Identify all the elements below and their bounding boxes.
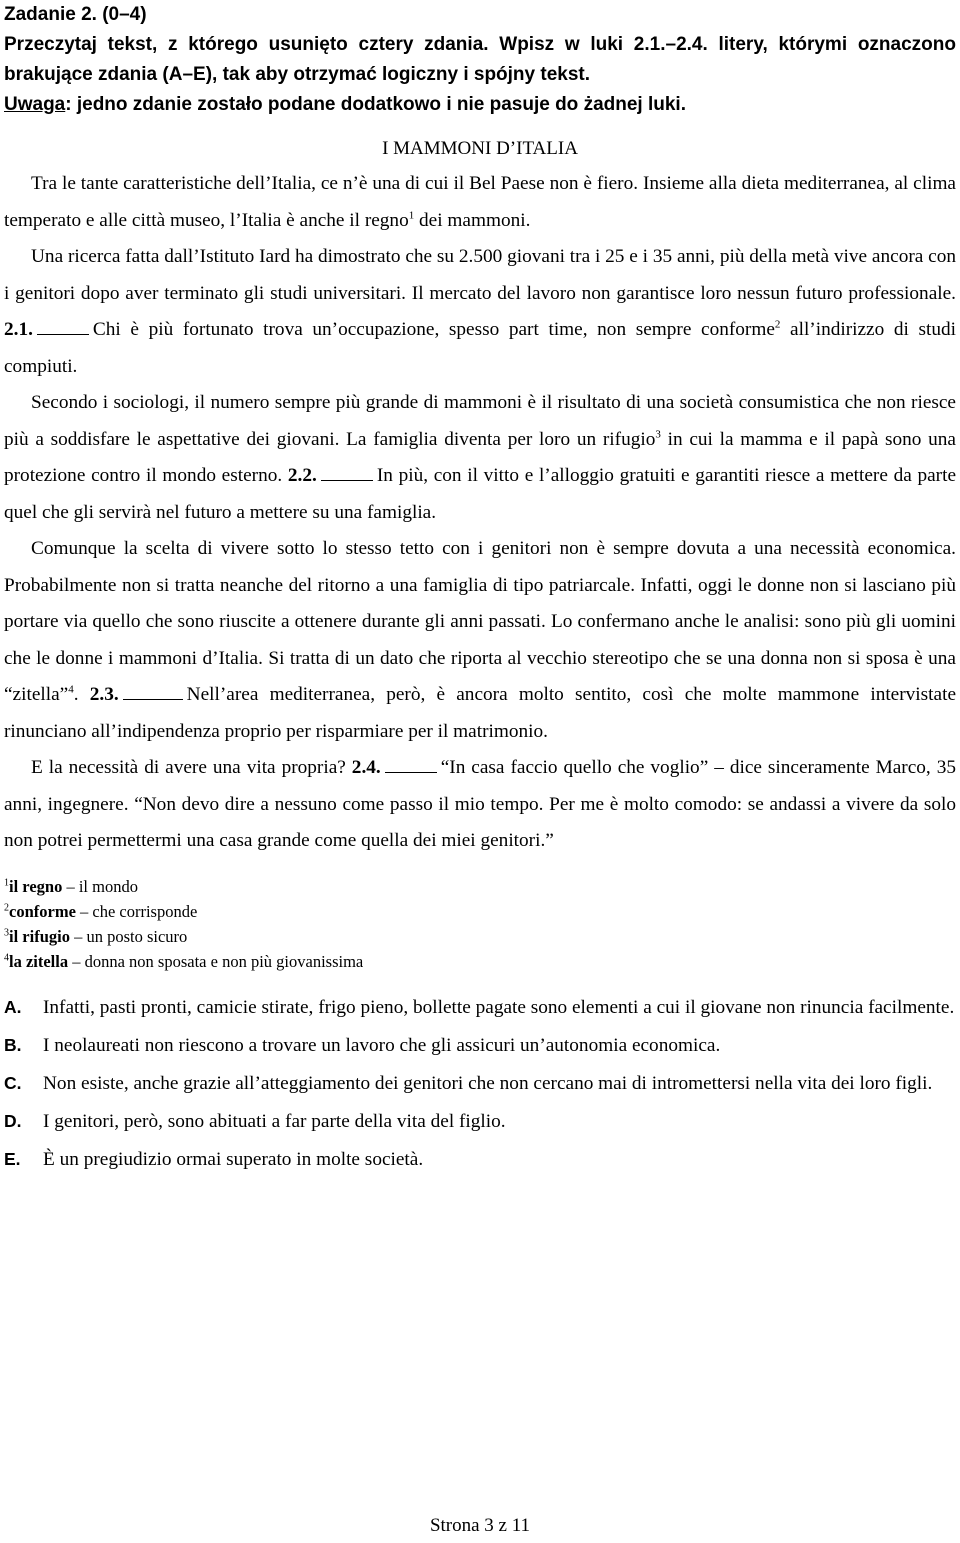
footnote-definition: – donna non sposata e non più giovanissima bbox=[68, 951, 364, 971]
option-text: I genitori, però, sono abituati a far parte della vita del figlio. bbox=[43, 1110, 506, 1132]
footnote-term: il rifugio bbox=[9, 926, 70, 946]
option-letter: B. bbox=[4, 1034, 22, 1055]
option-text: I neolaureati non riescono a trovare un lavoro che gli assicuri un’autonomia economica. bbox=[43, 1034, 721, 1056]
text: Nell’area mediterranea, però, è ancora molto sentito, così che molte mammone intervistate rinunciano all’indipendenza proprio per risparmiare per il matrimonio. bbox=[4, 684, 956, 742]
footnote-number: 3 bbox=[4, 927, 9, 938]
task-title: Zadanie 2. (0–4) bbox=[4, 4, 147, 25]
text: Comunque la scelta di vivere sotto lo stesso tetto con i genitori non è sempre dovuta a una necessità economica. Probabilmente non si tratta neanche del ritorno a una famiglia di tipo patriarcale. Infatti, oggi le donne non si lasciano più portare via quello che sono riuscite a ottenere durante gli anni passati. Lo confermano anche le analisi: sono più gli uomini che le donne i mammoni d’Italia. Si tratta di un dato che riporta al vecchio stereotipo che se una donna non si sposa è una “zitella” bbox=[4, 538, 956, 705]
task-header bbox=[4, 0, 956, 120]
note-label: Uwaga bbox=[4, 94, 66, 115]
text: E la necessità di avere una vita propria? bbox=[31, 757, 346, 778]
option-d bbox=[4, 1104, 956, 1139]
footnote-ref: 4 bbox=[68, 683, 74, 696]
answer-options bbox=[4, 990, 956, 1177]
gap-label-2-2: 2.2. bbox=[287, 465, 317, 486]
gap-blank-2-1[interactable] bbox=[37, 320, 89, 335]
gap-label-2-4: 2.4. bbox=[351, 757, 381, 778]
footnote-number: 4 bbox=[4, 952, 9, 963]
task-instruction bbox=[4, 30, 956, 90]
footnote-ref: 2 bbox=[774, 318, 781, 331]
footnote-number: 2 bbox=[4, 902, 9, 913]
note-text: : jedno zdanie zostało podane dodatkowo i nie pasuje do żadnej luki. bbox=[65, 94, 686, 115]
gap-label-2-1: 2.1. bbox=[4, 319, 33, 340]
option-letter: D. bbox=[4, 1110, 22, 1131]
text: Tra le tante caratteristiche dell’Italia, ce n’è una di cui il Bel Paese non è fiero. Insieme alla dieta mediterranea, al clima temperato e alle città museo, l’Italia è anche il regno bbox=[4, 173, 956, 231]
text: “In casa faccio quello che voglio” – dice sinceramente Marco, 35 anni, ingegnere. “Non devo dire a nessuno come passo il mio tempo. Per me è molto comodo: se andassi a vivere da solo non potrei permettermi una casa grande come quella dei miei genitori.” bbox=[4, 757, 956, 851]
text: dei mammoni. bbox=[414, 209, 531, 231]
option-letter: A. bbox=[4, 996, 22, 1017]
footnote-term: la zitella bbox=[9, 951, 69, 971]
option-c bbox=[4, 1066, 956, 1101]
option-text: Non esiste, anche grazie all’atteggiamento dei genitori che non cercano mai di intromettersi nella vita dei loro figli. bbox=[43, 1072, 933, 1094]
task-note bbox=[4, 90, 956, 120]
instruction-text: Przeczytaj tekst, z którego usunięto cztery zdania. Wpisz w luki 2.1.–2.4. litery, którymi oznaczono brakujące zdania (A–E), tak aby otrzymać logiczny i spójny tekst. bbox=[4, 34, 956, 85]
footnote bbox=[4, 924, 956, 949]
article-title: I MAMMONI D’ITALIA bbox=[382, 138, 578, 159]
text: . bbox=[73, 684, 79, 705]
gap-blank-2-2[interactable] bbox=[321, 466, 373, 481]
page-number: Strona 3 z 11 bbox=[429, 1515, 531, 1536]
footnote-definition: – il mondo bbox=[62, 876, 138, 896]
text: In più, con il vitto e l’alloggio gratuiti e garantiti riesce a mettere da parte quel che gli servirà nel futuro a mettere su una famiglia. bbox=[4, 465, 957, 523]
gap-label-2-3: 2.3. bbox=[89, 684, 119, 705]
footnote-term: il regno bbox=[9, 876, 63, 896]
footnote-term: conforme bbox=[9, 901, 76, 921]
option-b bbox=[4, 1028, 956, 1063]
option-text: È un pregiudizio ormai superato in molte società. bbox=[43, 1148, 424, 1170]
footnotes bbox=[4, 874, 956, 974]
footnote bbox=[4, 899, 956, 924]
article-paragraph-1 bbox=[4, 166, 956, 239]
text: all’indirizzo di studi compiuti. bbox=[4, 319, 956, 377]
footnote-definition: – un posto sicuro bbox=[69, 926, 188, 946]
text: Una ricerca fatta dall’Istituto Iard ha dimostrato che su 2.500 giovani tra i 25 e i 35 anni, più della metà vive ancora con i genitori dopo aver terminato gli studi universitari. Il mercato del lavoro non garantisce loro nessun futuro professionale. bbox=[4, 246, 956, 304]
text: Secondo i sociologi, il numero sempre più grande di mammoni è il risultato di una società consumistica che non riesce più a soddisfare le aspettative dei giovani. La famiglia diventa per loro un rifugio bbox=[4, 392, 956, 450]
text: in cui la mamma e il papà sono una protezione contro il mondo esterno. bbox=[4, 428, 956, 486]
footnote-ref: 3 bbox=[655, 428, 661, 441]
footnote-number: 1 bbox=[4, 877, 9, 888]
footnote-ref: 1 bbox=[408, 209, 415, 222]
article-paragraph-4 bbox=[4, 531, 956, 750]
footnote bbox=[4, 949, 956, 974]
option-letter: C. bbox=[4, 1072, 22, 1093]
text: Chi è più fortunato trova un’occupazione, spesso part time, non sempre conforme bbox=[92, 319, 775, 340]
footnote-definition: – che corrisponde bbox=[75, 901, 198, 921]
article-paragraph-3 bbox=[4, 385, 956, 531]
article-paragraph-2 bbox=[4, 239, 956, 385]
gap-blank-2-4[interactable] bbox=[385, 758, 437, 773]
option-letter: E. bbox=[4, 1148, 21, 1169]
exam-page bbox=[4, 0, 956, 1180]
footnote bbox=[4, 874, 956, 899]
option-e bbox=[4, 1142, 956, 1177]
gap-blank-2-3[interactable] bbox=[123, 685, 183, 700]
option-text: Infatti, pasti pronti, camicie stirate, frigo pieno, bollette pagate sono elementi a cui il giovane non rinuncia facilmente. bbox=[43, 996, 955, 1018]
option-a bbox=[4, 990, 956, 1025]
article-paragraph-5 bbox=[4, 750, 956, 860]
